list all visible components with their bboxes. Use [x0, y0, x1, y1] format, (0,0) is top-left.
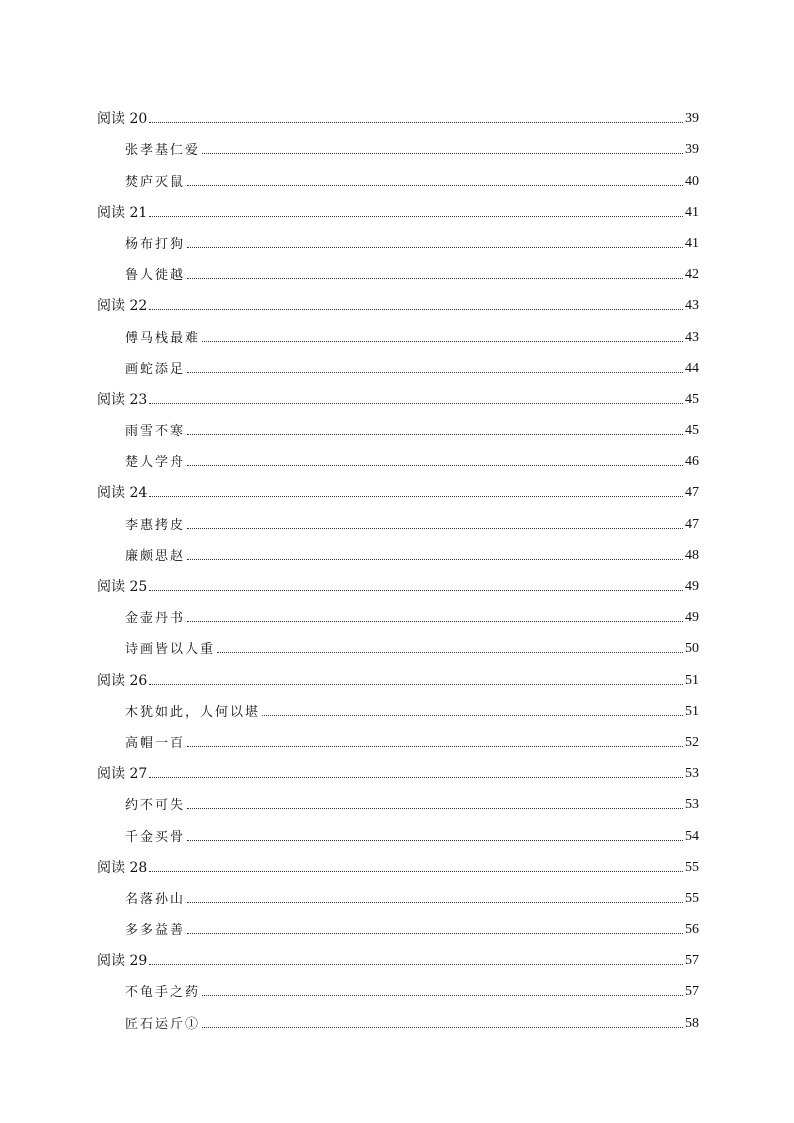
toc-entry-title: 张孝基仁爱 — [125, 143, 201, 159]
toc-page-number: 41 — [685, 235, 699, 251]
dot-leader — [187, 278, 683, 279]
dot-leader — [187, 840, 683, 841]
toc-section-row[interactable] — [97, 191, 699, 222]
toc-page-number: 47 — [685, 516, 699, 532]
toc-section-row[interactable] — [97, 565, 699, 596]
toc-section-row[interactable] — [97, 471, 699, 502]
toc-entry-title: 鲁人徙越 — [125, 268, 186, 284]
toc-page-number: 58 — [685, 1015, 699, 1031]
toc-section-title: 阅读 26 — [97, 672, 148, 689]
dot-leader — [202, 995, 683, 996]
toc-entry-title: 傅马栈最难 — [125, 330, 201, 346]
dot-leader — [149, 777, 683, 778]
dot-leader — [187, 185, 683, 186]
toc-entry-title: 雨雪不寒 — [125, 424, 186, 440]
toc-page-number: 57 — [685, 984, 699, 1000]
toc-entry-title: 楚人学舟 — [125, 455, 186, 471]
toc-entry-title: 多多益善 — [125, 923, 186, 939]
toc-entry-row[interactable] — [97, 1001, 699, 1032]
toc-section-title: 阅读 23 — [97, 391, 148, 408]
toc-page-number: 45 — [685, 423, 699, 439]
dot-leader — [149, 309, 683, 310]
toc-section-row[interactable] — [97, 284, 699, 315]
toc-section-title: 阅读 28 — [97, 859, 148, 876]
dot-leader — [187, 933, 683, 934]
toc-entry-row[interactable] — [97, 128, 699, 159]
toc-section-title: 阅读 27 — [97, 766, 148, 783]
toc-section-row[interactable] — [97, 752, 699, 783]
toc-entry-row[interactable] — [97, 690, 699, 721]
toc-entry-title: 画蛇添足 — [125, 361, 186, 377]
toc-entry-title: 金壶丹书 — [125, 611, 186, 627]
dot-leader — [149, 590, 683, 591]
toc-section-title: 阅读 24 — [97, 485, 148, 502]
toc-entry-row[interactable] — [97, 596, 699, 627]
dot-leader — [149, 216, 683, 217]
toc-page-number: 56 — [685, 922, 699, 938]
toc-entry-title: 高帽一百 — [125, 735, 186, 751]
toc-entry-row[interactable] — [97, 627, 699, 658]
table-of-contents — [97, 97, 699, 1033]
toc-page-number: 51 — [685, 703, 699, 719]
dot-leader — [187, 434, 683, 435]
dot-leader — [187, 621, 683, 622]
dot-leader — [202, 153, 683, 154]
toc-section-title: 阅读 22 — [97, 298, 148, 315]
dot-leader — [187, 559, 683, 560]
toc-entry-title: 杨布打狗 — [125, 236, 186, 252]
toc-section-row[interactable] — [97, 378, 699, 409]
dot-leader — [187, 372, 683, 373]
toc-page-number: 50 — [685, 641, 699, 657]
toc-entry-row[interactable] — [97, 970, 699, 1001]
toc-entry-row[interactable] — [97, 159, 699, 190]
dot-leader — [187, 808, 683, 809]
toc-entry-title: 千金买骨 — [125, 829, 186, 845]
toc-page-number: 43 — [685, 329, 699, 345]
toc-section-title: 阅读 20 — [97, 111, 148, 128]
toc-entry-row[interactable] — [97, 908, 699, 939]
dot-leader — [187, 465, 683, 466]
dot-leader — [187, 247, 683, 248]
toc-section-row[interactable] — [97, 658, 699, 689]
toc-entry-title: 诗画皆以人重 — [125, 642, 216, 658]
toc-page-number: 43 — [685, 298, 699, 314]
toc-page-number: 39 — [685, 142, 699, 158]
toc-section-title: 阅读 29 — [97, 953, 148, 970]
toc-page-number: 52 — [685, 734, 699, 750]
toc-page-number: 45 — [685, 391, 699, 407]
toc-entry-row[interactable] — [97, 814, 699, 845]
toc-page-number: 46 — [685, 454, 699, 470]
toc-entry-row[interactable] — [97, 347, 699, 378]
dot-leader — [149, 684, 683, 685]
toc-entry-row[interactable] — [97, 222, 699, 253]
toc-entry-title: 名落孙山 — [125, 891, 186, 907]
toc-page-number: 49 — [685, 610, 699, 626]
dot-leader — [187, 528, 683, 529]
toc-page-number: 51 — [685, 672, 699, 688]
toc-entry-title: 廉颇思赵 — [125, 548, 186, 564]
dot-leader — [149, 122, 683, 123]
toc-section-title: 阅读 21 — [97, 204, 148, 221]
toc-entry-row[interactable] — [97, 253, 699, 284]
toc-entry-row[interactable] — [97, 721, 699, 752]
dot-leader — [149, 871, 683, 872]
dot-leader — [149, 496, 683, 497]
toc-entry-title: 木犹如此，人何以堪 — [125, 704, 261, 720]
toc-entry-row[interactable] — [97, 502, 699, 533]
toc-page-number: 55 — [685, 890, 699, 906]
toc-page-number: 44 — [685, 360, 699, 376]
toc-page-number: 41 — [685, 204, 699, 220]
dot-leader — [187, 902, 683, 903]
toc-page-number: 40 — [685, 173, 699, 189]
toc-section-row[interactable] — [97, 939, 699, 970]
toc-page-number: 49 — [685, 579, 699, 594]
toc-entry-title: 匠石运斤① — [125, 1016, 201, 1032]
toc-entry-title: 焚庐灭鼠 — [125, 174, 186, 190]
toc-page-number: 39 — [685, 111, 699, 127]
toc-entry-row[interactable] — [97, 409, 699, 440]
toc-page-number: 48 — [685, 547, 699, 563]
toc-entry-row[interactable] — [97, 783, 699, 814]
toc-entry-row[interactable] — [97, 877, 699, 908]
dot-leader — [202, 1027, 683, 1028]
toc-section-title: 阅读 25 — [97, 579, 148, 595]
toc-section-row[interactable] — [97, 97, 699, 128]
dot-leader — [149, 964, 683, 965]
toc-page-number: 53 — [685, 766, 699, 782]
toc-section-row[interactable] — [97, 846, 699, 877]
dot-leader — [217, 652, 683, 653]
toc-entry-row[interactable] — [97, 534, 699, 565]
dot-leader — [202, 341, 683, 342]
toc-page-number: 53 — [685, 797, 699, 813]
dot-leader — [187, 746, 683, 747]
toc-entry-title: 不龟手之药 — [125, 985, 201, 1001]
toc-page-number: 47 — [685, 485, 699, 501]
toc-page-number: 54 — [685, 828, 699, 844]
toc-entry-title: 约不可失 — [125, 798, 186, 814]
dot-leader — [262, 715, 683, 716]
toc-entry-title: 李惠拷皮 — [125, 517, 186, 533]
toc-entry-row[interactable] — [97, 440, 699, 471]
toc-page-number: 57 — [685, 953, 699, 969]
dot-leader — [149, 403, 683, 404]
toc-page-number: 42 — [685, 267, 699, 283]
toc-entry-row[interactable] — [97, 315, 699, 346]
toc-page-number: 55 — [685, 859, 699, 875]
